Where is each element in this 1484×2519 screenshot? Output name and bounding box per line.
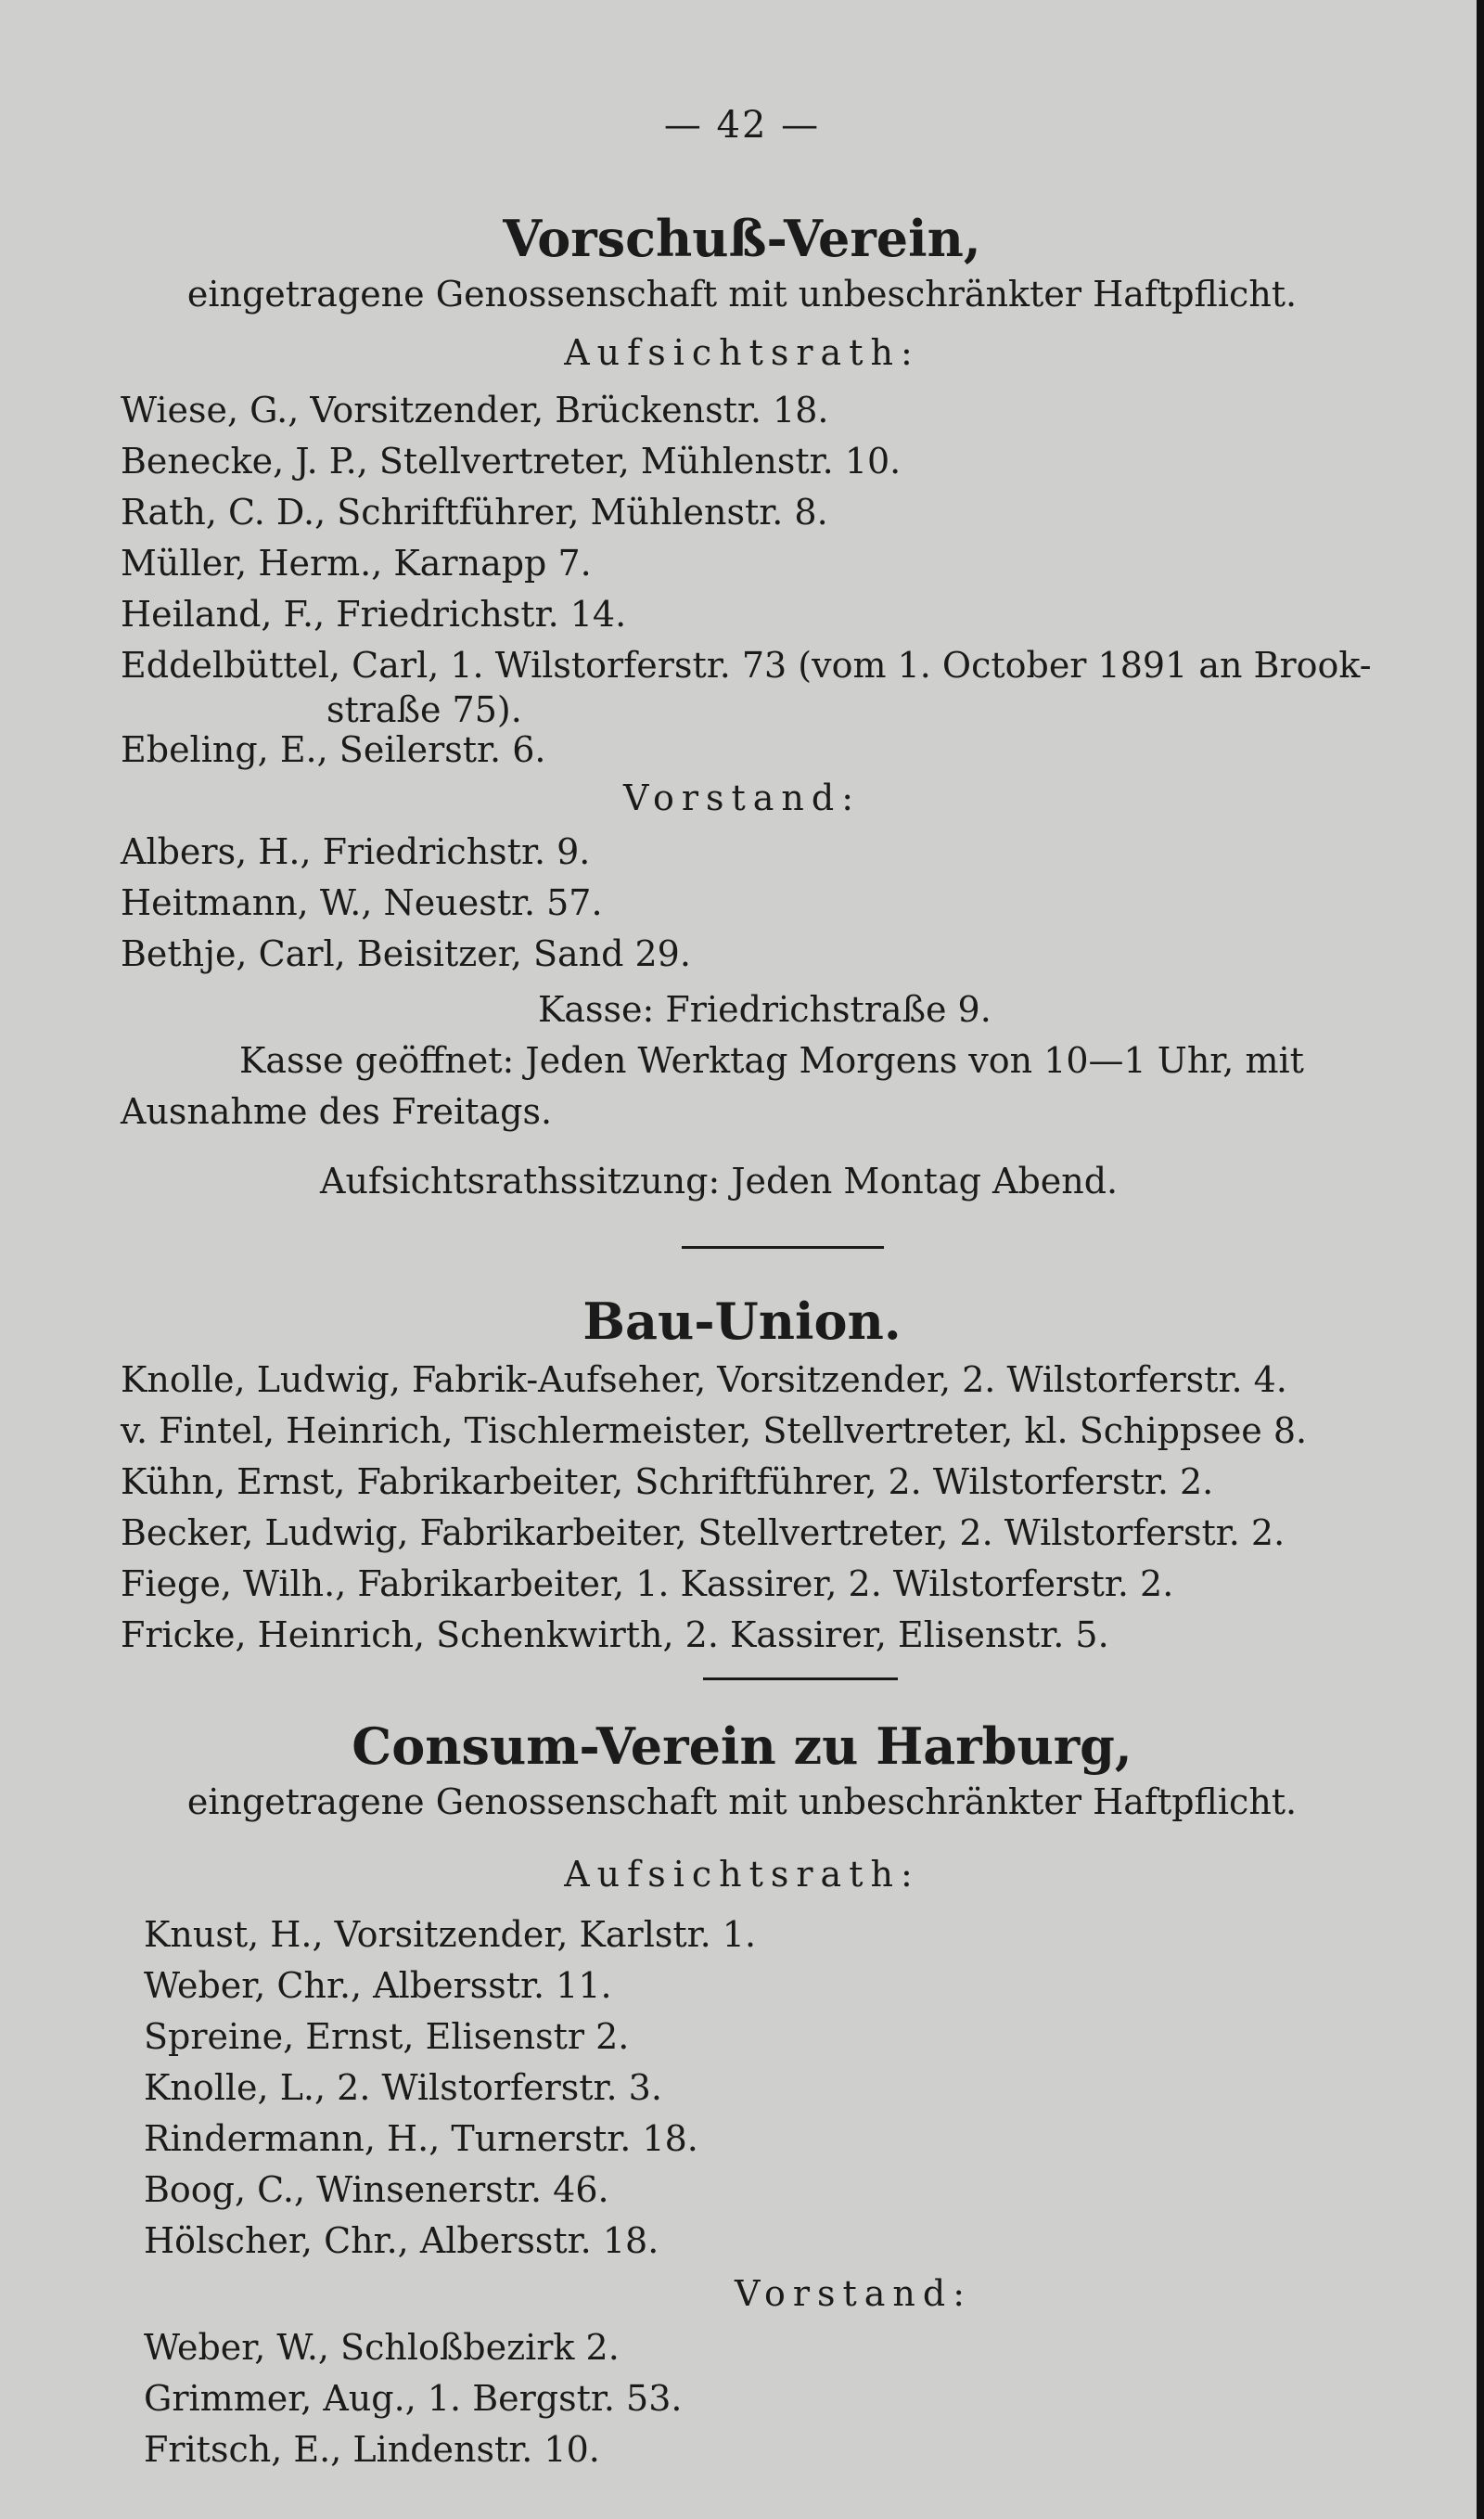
list-item: Benecke, J. P., Stellvertreter, Mühlenstr. 10. bbox=[121, 441, 902, 482]
list-item: Grimmer, Aug., 1. Bergstr. 53. bbox=[144, 2378, 683, 2419]
vorstand-label: Vorstand: bbox=[622, 778, 862, 818]
kasse-hours: Kasse geöffnet: Jeden Werktag Morgens von 10—1 Uhr, mit bbox=[239, 1040, 1304, 1081]
section-divider bbox=[682, 1246, 884, 1249]
list-item: Becker, Ludwig, Fabrikarbeiter, Stellvertreter, 2. Wilstorferstr. 2. bbox=[121, 1512, 1286, 1553]
list-item: Eddelbüttel, Carl, 1. Wilstorferstr. 73 (vom 1. October 1891 an Brook- bbox=[121, 645, 1372, 686]
page-edge bbox=[1477, 0, 1484, 2519]
list-item: Fricke, Heinrich, Schenkwirth, 2. Kassirer, Elisenstr. 5. bbox=[121, 1614, 1109, 1655]
aufsichtsrath-label: Aufsichtsrath: bbox=[564, 1854, 920, 1895]
list-item: Albers, H., Friedrichstr. 9. bbox=[121, 831, 591, 872]
list-item: Ebeling, E., Seilerstr. 6. bbox=[121, 729, 546, 770]
list-item: Kühn, Ernst, Fabrikarbeiter, Schriftführer, 2. Wilstorferstr. 2. bbox=[121, 1461, 1214, 1502]
section-title-consum-verein: Consum-Verein zu Harburg, bbox=[352, 1716, 1132, 1776]
list-item: Knust, H., Vorsitzender, Karlstr. 1. bbox=[144, 1914, 757, 1955]
list-item: Weber, W., Schloßbezirk 2. bbox=[144, 2327, 620, 2368]
list-item: Rath, C. D., Schriftführer, Mühlenstr. 8. bbox=[121, 492, 828, 533]
section-divider bbox=[703, 1677, 898, 1680]
list-item: Hölscher, Chr., Albersstr. 18. bbox=[144, 2220, 659, 2261]
list-item: Knolle, Ludwig, Fabrik-Aufseher, Vorsitzender, 2. Wilstorferstr. 4. bbox=[121, 1359, 1287, 1400]
list-item: Boog, C., Winsenerstr. 46. bbox=[144, 2169, 609, 2210]
section-title-bau-union: Bau-Union. bbox=[582, 1292, 902, 1351]
list-item: Bethje, Carl, Beisitzer, Sand 29. bbox=[121, 933, 691, 974]
vorstand-label: Vorstand: bbox=[734, 2273, 973, 2314]
list-item: Weber, Chr., Albersstr. 11. bbox=[144, 1965, 612, 2006]
section-subtitle: eingetragene Genossenschaft mit unbeschränkter Haftpflicht. bbox=[186, 1781, 1298, 1822]
list-item: Heiland, F., Friedrichstr. 14. bbox=[121, 594, 627, 635]
list-item-continuation: straße 75). bbox=[326, 689, 522, 730]
aufsichtsrath-label: Aufsichtsrath: bbox=[564, 332, 920, 373]
list-item: Knolle, L., 2. Wilstorferstr. 3. bbox=[144, 2067, 662, 2108]
kasse-address: Kasse: Friedrichstraße 9. bbox=[538, 989, 991, 1030]
list-item: Müller, Herm., Karnapp 7. bbox=[121, 543, 592, 584]
section-title-vorschuss-verein: Vorschuß-Verein, bbox=[503, 209, 981, 268]
list-item: Fritsch, E., Lindenstr. 10. bbox=[144, 2429, 600, 2470]
list-item: Rindermann, H., Turnerstr. 18. bbox=[144, 2118, 698, 2159]
list-item: Wiese, G., Vorsitzender, Brückenstr. 18. bbox=[121, 390, 829, 431]
kasse-hours-continuation: Ausnahme des Freitags. bbox=[121, 1091, 553, 1132]
list-item: v. Fintel, Heinrich, Tischlermeister, Stellvertreter, kl. Schippsee 8. bbox=[121, 1410, 1308, 1451]
list-item: Heitmann, W., Neuestr. 57. bbox=[121, 882, 603, 923]
list-item: Spreine, Ernst, Elisenstr 2. bbox=[144, 2016, 630, 2057]
sitzung-info: Aufsichtsrathssitzung: Jeden Montag Abend. bbox=[320, 1161, 1119, 1202]
list-item: Fiege, Wilh., Fabrikarbeiter, 1. Kassirer, 2. Wilstorferstr. 2. bbox=[121, 1563, 1174, 1604]
page-number: — 42 — bbox=[663, 104, 821, 147]
section-subtitle: eingetragene Genossenschaft mit unbeschränkter Haftpflicht. bbox=[186, 274, 1298, 315]
